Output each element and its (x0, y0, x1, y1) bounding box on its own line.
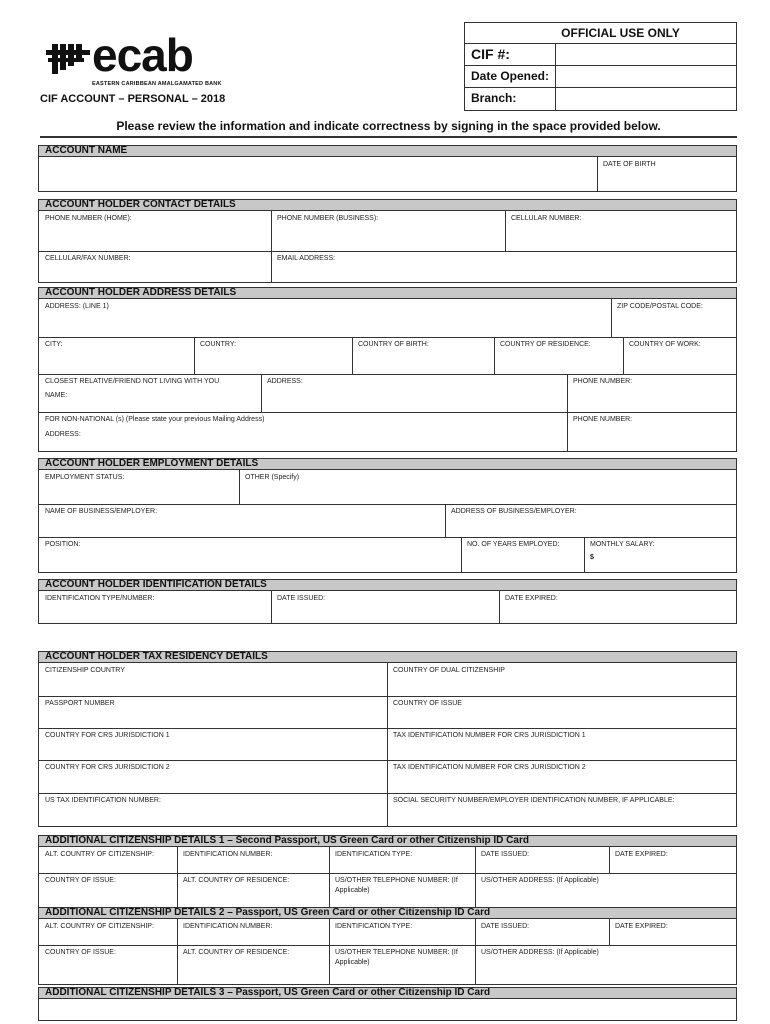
additional-citizenship-3-section (38, 987, 737, 1021)
section-title: ACCOUNT HOLDER TAX RESIDENCY DETAILS (38, 651, 737, 663)
section-title: ADDITIONAL CITIZENSHIP DETAILS 3 – Passport, US Green Card or other Citizenship ID Card (38, 987, 737, 999)
date-expired-field[interactable]: DATE EXPIRED: (615, 923, 668, 930)
additional-2-grid (38, 919, 737, 985)
citizenship-country-field[interactable]: CITIZENSHIP COUNTRY (45, 667, 125, 674)
branch-row (465, 88, 736, 110)
phone-home-field[interactable]: PHONE NUMBER (HOME): (45, 215, 132, 222)
date-expired-field[interactable]: DATE EXPIRED: (615, 851, 668, 858)
contact-section (38, 199, 737, 283)
employment-other-field[interactable]: OTHER (Specify) (245, 474, 300, 481)
section-title: ADDITIONAL CITIZENSHIP DETAILS 1 – Second Passport, US Green Card or other Citizenship ID Card (38, 835, 737, 847)
date-issued-field[interactable]: DATE ISSUED: (481, 923, 530, 930)
employment-section (38, 458, 737, 573)
monthly-salary-field[interactable]: MONTHLY SALARY: (590, 541, 655, 548)
account-name-grid (38, 157, 737, 192)
document-title: CIF ACCOUNT – PERSONAL – 2018 (40, 93, 226, 105)
additional-3-grid (38, 999, 737, 1021)
tin-1-field[interactable]: TAX IDENTIFICATION NUMBER FOR CRS JURISDICTION 1 (393, 732, 586, 739)
years-employed-field[interactable]: NO. OF YEARS EMPLOYED: (467, 541, 560, 548)
official-use-box (464, 22, 737, 111)
country-of-issue-field[interactable]: COUNTRY OF ISSUE: (45, 949, 116, 956)
additional-citizenship-2-section (38, 907, 737, 985)
date-issued-field[interactable]: DATE ISSUED: (481, 851, 530, 858)
address-grid (38, 299, 737, 452)
crs-jurisdiction-1-field[interactable]: COUNTRY FOR CRS JURISDICTION 1 (45, 732, 170, 739)
address-section (38, 287, 737, 452)
employment-status-field[interactable]: EMPLOYMENT STATUS: (45, 474, 125, 481)
logo-wordmark: ecab (92, 29, 193, 81)
official-use-title: OFFICIAL USE ONLY (465, 23, 736, 44)
country-of-issue-field[interactable]: COUNTRY OF ISSUE: (45, 877, 116, 884)
non-national-phone-field[interactable]: PHONE NUMBER: (573, 416, 633, 423)
us-address-field[interactable]: US/OTHER ADDRESS: (If Applicable) (481, 877, 599, 884)
additional-1-grid (38, 847, 737, 908)
section-title: ACCOUNT HOLDER EMPLOYMENT DETAILS (38, 458, 737, 470)
branch-label: Branch: (465, 88, 556, 110)
section-title: ACCOUNT NAME (38, 145, 737, 157)
contact-grid (38, 211, 737, 283)
business-address-field[interactable]: ADDRESS OF BUSINESS/EMPLOYER: (451, 508, 577, 515)
alt-country-field[interactable]: ALT. COUNTRY OF CITIZENSHIP: (45, 923, 154, 930)
identification-grid (38, 591, 737, 624)
section-title: ACCOUNT HOLDER CONTACT DETAILS (38, 199, 737, 211)
country-field[interactable]: COUNTRY: (200, 341, 237, 348)
us-phone-field[interactable]: US/OTHER TELEPHONE NUMBER: (If Applicable) (335, 949, 458, 966)
country-of-work-field[interactable]: COUNTRY OF WORK: (629, 341, 701, 348)
id-number-field[interactable]: IDENTIFICATION NUMBER: (183, 851, 273, 858)
position-field[interactable]: POSITION: (45, 541, 81, 548)
section-title: ACCOUNT HOLDER ADDRESS DETAILS (38, 287, 737, 299)
cif-label: CIF #: (465, 44, 556, 65)
section-title: ACCOUNT HOLDER IDENTIFICATION DETAILS (38, 579, 737, 591)
date-opened-label: Date Opened: (465, 66, 556, 87)
currency-symbol: $ (590, 554, 594, 561)
cif-field[interactable] (556, 44, 736, 65)
tax-section (38, 651, 737, 827)
country-of-residence-field[interactable]: COUNTRY OF RESIDENCE: (500, 341, 591, 348)
branch-field[interactable] (556, 88, 736, 110)
non-national-label: FOR NON-NATIONAL (s) (Please state your previous Mailing Address) (45, 416, 265, 423)
zip-field[interactable]: ZIP CODE/POSTAL CODE: (617, 303, 703, 310)
us-phone-field[interactable]: US/OTHER TELEPHONE NUMBER: (If Applicable) (335, 877, 458, 894)
non-national-address-field[interactable]: ADDRESS: (45, 431, 81, 438)
ecab-logo-mark-icon (46, 40, 90, 80)
email-field[interactable]: EMAIL ADDRESS: (277, 255, 336, 262)
country-of-birth-field[interactable]: COUNTRY OF BIRTH: (358, 341, 429, 348)
cif-row (465, 44, 736, 66)
bank-name: EASTERN CARIBBEAN AMALGAMATED BANK (92, 81, 222, 87)
dual-citizenship-field[interactable]: COUNTRY OF DUAL CITIZENSHIP (393, 667, 505, 674)
employment-grid (38, 470, 737, 573)
account-name-section (38, 145, 737, 192)
date-of-birth-field[interactable]: DATE OF BIRTH (603, 161, 656, 168)
cellular-fax-field[interactable]: CELLULAR/FAX NUMBER: (45, 255, 131, 262)
id-date-expired-field[interactable]: DATE EXPIRED: (505, 595, 558, 602)
cellular-field[interactable]: CELLULAR NUMBER: (511, 215, 582, 222)
tin-2-field[interactable]: TAX IDENTIFICATION NUMBER FOR CRS JURISDICTION 2 (393, 764, 586, 771)
us-tin-field[interactable]: US TAX IDENTIFICATION NUMBER: (45, 797, 161, 804)
business-name-field[interactable]: NAME OF BUSINESS/EMPLOYER: (45, 508, 158, 515)
identification-section (38, 579, 737, 624)
relative-phone-field[interactable]: PHONE NUMBER: (573, 378, 633, 385)
date-opened-field[interactable] (556, 66, 736, 87)
relative-address-field[interactable]: ADDRESS: (267, 378, 303, 385)
relative-name-field[interactable]: NAME: (45, 392, 68, 399)
instruction-text: Please review the information and indicate correctness by signing in the space provided below. (116, 119, 661, 133)
alt-residence-field[interactable]: ALT. COUNTRY OF RESIDENCE: (183, 949, 290, 956)
id-date-issued-field[interactable]: DATE ISSUED: (277, 595, 326, 602)
alt-country-field[interactable]: ALT. COUNTRY OF CITIZENSHIP: (45, 851, 154, 858)
id-type-field[interactable]: IDENTIFICATION TYPE: (335, 851, 413, 858)
id-type-field[interactable]: IDENTIFICATION TYPE: (335, 923, 413, 930)
city-field[interactable]: CITY: (45, 341, 63, 348)
ssn-field[interactable]: SOCIAL SECURITY NUMBER/EMPLOYER IDENTIFICATION NUMBER, IF APPLICABLE: (393, 797, 675, 804)
address-line1-field[interactable]: ADDRESS: (LINE 1) (45, 303, 109, 310)
crs-jurisdiction-2-field[interactable]: COUNTRY FOR CRS JURISDICTION 2 (45, 764, 170, 771)
phone-business-field[interactable]: PHONE NUMBER (BUSINESS): (277, 215, 379, 222)
bank-logo (46, 29, 226, 90)
id-number-field[interactable]: IDENTIFICATION NUMBER: (183, 923, 273, 930)
divider (40, 136, 737, 138)
id-type-number-field[interactable]: IDENTIFICATION TYPE/NUMBER: (45, 595, 155, 602)
relative-label: CLOSEST RELATIVE/FRIEND NOT LIVING WITH YOU (45, 378, 220, 385)
tax-grid (38, 663, 737, 827)
account-name-field[interactable] (39, 157, 597, 192)
alt-residence-field[interactable]: ALT. COUNTRY OF RESIDENCE: (183, 877, 290, 884)
us-address-field[interactable]: US/OTHER ADDRESS: (If Applicable) (481, 949, 599, 956)
date-opened-row (465, 66, 736, 88)
passport-number-field[interactable]: PASSPORT NUMBER (45, 700, 115, 707)
passport-country-of-issue-field[interactable]: COUNTRY OF ISSUE (393, 700, 462, 707)
additional-citizenship-1-section (38, 835, 737, 908)
section-title: ADDITIONAL CITIZENSHIP DETAILS 2 – Passport, US Green Card or other Citizenship ID Card (38, 907, 737, 919)
